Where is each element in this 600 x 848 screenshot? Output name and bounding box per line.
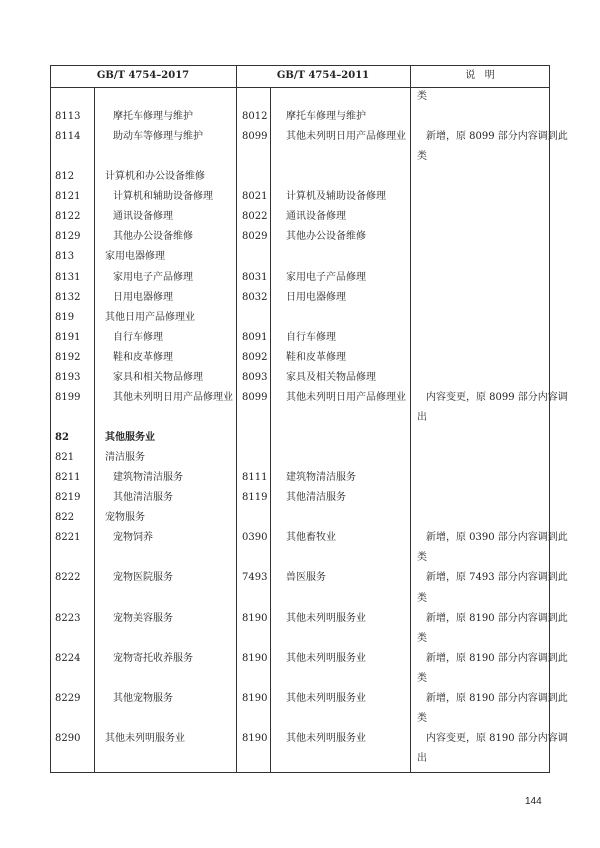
cell-name-2017: 家用电子产品修理	[113, 271, 193, 283]
cell-note: 类	[417, 552, 427, 564]
cell-code-2011: 8032	[242, 291, 268, 303]
cell-note: 新增，原 8190 部分内容调到此	[426, 652, 568, 664]
table-row	[50, 488, 550, 508]
cell-code-2017: 8219	[55, 492, 81, 504]
cell-note: 类	[417, 151, 427, 163]
cell-name-2017: 其他日用产品修理业	[105, 311, 195, 323]
cell-name-2011: 通讯设备修理	[286, 211, 346, 223]
cell-code-2017: 8211	[55, 472, 81, 484]
cell-code-2011: 8093	[242, 371, 268, 383]
table-row	[50, 268, 550, 288]
cell-name-2017: 家用电器修理	[105, 251, 165, 263]
cell-note: 类	[417, 672, 427, 684]
cell-code-2017: 8132	[55, 291, 81, 303]
cell-code-2011: 8099	[242, 131, 268, 143]
cell-name-2017: 自行车修理	[113, 331, 163, 343]
cell-name-2011: 其他畜牧业	[286, 532, 336, 544]
cell-code-2011: 8119	[242, 492, 268, 504]
cell-name-2017: 建筑物清洁服务	[113, 472, 183, 484]
table-bottom-border	[50, 772, 550, 773]
table-row	[50, 247, 550, 267]
table-row	[50, 147, 550, 167]
table-row	[50, 468, 550, 488]
cell-name-2017: 宠物饲养	[113, 532, 153, 544]
table-row	[50, 448, 550, 468]
cell-name-2017: 其他未列明服务业	[105, 732, 185, 744]
cell-name-2017: 助动车等修理与维护	[113, 131, 203, 143]
table-row	[50, 649, 568, 669]
cell-code-2011: 8022	[242, 211, 268, 223]
cell-code-2011: 8190	[242, 692, 268, 704]
cell-name-2017: 计算机和办公设备维修	[105, 171, 205, 183]
table-row	[50, 568, 568, 588]
cell-name-2011: 其他清洁服务	[286, 492, 346, 504]
table-row	[50, 709, 550, 729]
table-row	[50, 609, 568, 629]
cell-name-2017: 其他办公设备维修	[113, 231, 193, 243]
table-row	[50, 589, 550, 609]
cell-code-2017: 8290	[55, 732, 81, 744]
cell-note: 类	[417, 712, 427, 724]
cell-name-2011: 计算机及辅助设备修理	[286, 191, 386, 203]
table-row	[50, 87, 550, 107]
cell-code-2011: 8012	[242, 111, 268, 123]
cell-note: 新增，原 7493 部分内容调到此	[426, 572, 568, 584]
table-row	[50, 548, 550, 568]
cell-name-2011: 兽医服务	[286, 572, 326, 584]
cell-name-2011: 其他办公设备维修	[286, 231, 366, 243]
cell-note: 出	[417, 411, 427, 423]
cell-name-2011: 其他未列明服务业	[286, 732, 366, 744]
table-row	[50, 207, 550, 227]
cell-code-2017: 813	[55, 251, 75, 263]
cell-note: 类	[417, 91, 427, 102]
cell-name-2011: 其他未列明服务业	[286, 612, 366, 624]
cell-code-2017: 82	[55, 432, 69, 444]
page-number: 144	[525, 796, 542, 807]
table-row	[50, 528, 568, 548]
cell-code-2011: 8190	[242, 732, 268, 744]
cell-name-2017: 其他服务业	[105, 432, 155, 444]
cell-name-2017: 家具和相关物品修理	[113, 371, 203, 383]
table-row	[50, 689, 568, 709]
cell-note: 类	[417, 632, 427, 644]
cell-name-2011: 家用电子产品修理	[286, 271, 366, 283]
cell-code-2011: 8092	[242, 351, 268, 363]
cell-code-2017: 8191	[55, 331, 81, 343]
cell-code-2011: 8021	[242, 191, 268, 203]
cell-note: 新增，原 0390 部分内容调到此	[426, 532, 568, 544]
cell-name-2011: 家具及相关物品修理	[286, 371, 376, 383]
cell-code-2011: 8091	[242, 331, 268, 343]
cell-code-2017: 8192	[55, 351, 81, 363]
cell-note: 新增，原 8099 部分内容调到此	[426, 131, 568, 143]
cell-name-2017: 其他清洁服务	[113, 492, 173, 504]
cell-code-2011: 8029	[242, 231, 268, 243]
cell-code-2017: 819	[55, 311, 75, 323]
table-row	[50, 308, 550, 328]
cell-name-2017: 摩托车修理与维护	[113, 111, 193, 123]
cell-name-2017: 日用电器修理	[113, 291, 173, 303]
cell-note: 新增，原 8190 部分内容调到此	[426, 692, 568, 704]
table-row	[50, 508, 550, 528]
cell-code-2017: 8114	[55, 131, 81, 143]
cell-code-2011: 7493	[242, 572, 268, 584]
cell-note: 出	[417, 752, 427, 764]
cell-name-2011: 其他未列明服务业	[286, 652, 366, 664]
cell-code-2017: 821	[55, 452, 75, 464]
cell-code-2017: 8222	[55, 572, 81, 584]
cell-code-2017: 8122	[55, 211, 81, 223]
header-gbt-2017: GB/T 4754–2017	[96, 70, 190, 81]
cell-code-2017: 812	[55, 171, 75, 183]
cell-code-2011: 8190	[242, 652, 268, 664]
header-note: 说 明	[465, 70, 495, 81]
cell-name-2017: 其他宠物服务	[113, 692, 173, 704]
table-row	[50, 368, 550, 388]
cell-name-2017: 宠物美容服务	[113, 612, 173, 624]
cell-name-2017: 计算机和辅助设备修理	[113, 191, 213, 203]
table-row	[50, 127, 568, 147]
cell-code-2017: 8223	[55, 612, 81, 624]
cell-code-2017: 8193	[55, 371, 81, 383]
table-row	[50, 328, 550, 348]
cell-name-2017: 通讯设备修理	[113, 211, 173, 223]
cell-note: 新增，原 8190 部分内容调到此	[426, 612, 568, 624]
cell-name-2017: 宠物服务	[105, 512, 145, 524]
table-row	[50, 388, 568, 408]
table-row	[50, 408, 550, 428]
cell-code-2017: 8229	[55, 692, 81, 704]
table-row	[50, 288, 550, 308]
cell-code-2017: 8113	[55, 111, 81, 123]
cell-name-2011: 自行车修理	[286, 331, 336, 343]
classification-table	[50, 65, 568, 773]
table-row	[50, 348, 550, 368]
cell-name-2017: 宠物寄托收养服务	[113, 652, 193, 664]
cell-code-2017: 8129	[55, 231, 81, 243]
cell-code-2017: 822	[55, 512, 75, 524]
table-row	[50, 187, 550, 207]
table-row	[50, 669, 550, 689]
table-row	[50, 227, 550, 247]
cell-code-2011: 8031	[242, 271, 268, 283]
header-gbt-2011: GB/T 4754–2011	[276, 70, 370, 81]
cell-code-2017: 8224	[55, 652, 81, 664]
cell-note: 内容变更，原 8099 部分内容调	[426, 391, 568, 403]
cell-name-2017: 其他未列明日用产品修理业	[113, 391, 233, 403]
cell-code-2011: 8190	[242, 612, 268, 624]
table-row	[50, 428, 550, 448]
cell-name-2017: 鞋和皮革修理	[113, 351, 173, 363]
table-row	[50, 107, 550, 127]
cell-note: 内容变更，原 8190 部分内容调	[426, 732, 568, 744]
cell-code-2017: 8121	[55, 191, 81, 203]
cell-code-2011: 8111	[242, 472, 268, 484]
cell-note: 类	[417, 592, 427, 604]
cell-code-2017: 8221	[55, 532, 81, 544]
cell-name-2011: 其他未列明日用产品修理业	[286, 391, 406, 403]
cell-name-2011: 鞋和皮革修理	[286, 351, 346, 363]
cell-code-2017: 8131	[55, 271, 81, 283]
cell-name-2011: 建筑物清洁服务	[286, 472, 356, 484]
cell-name-2011: 其他未列明日用产品修理业	[286, 131, 406, 143]
cell-name-2011: 其他未列明服务业	[286, 692, 366, 704]
cell-code-2011: 8099	[242, 391, 268, 403]
table-row	[50, 167, 550, 187]
cell-code-2011: 0390	[242, 532, 268, 544]
cell-code-2017: 8199	[55, 391, 81, 403]
table-row	[50, 749, 550, 769]
cell-name-2011: 摩托车修理与维护	[286, 111, 366, 123]
cell-name-2011: 日用电器修理	[286, 291, 346, 303]
table-row	[50, 729, 568, 749]
cell-name-2017: 宠物医院服务	[113, 572, 173, 584]
table-row	[50, 629, 550, 649]
cell-name-2017: 清洁服务	[105, 452, 145, 464]
